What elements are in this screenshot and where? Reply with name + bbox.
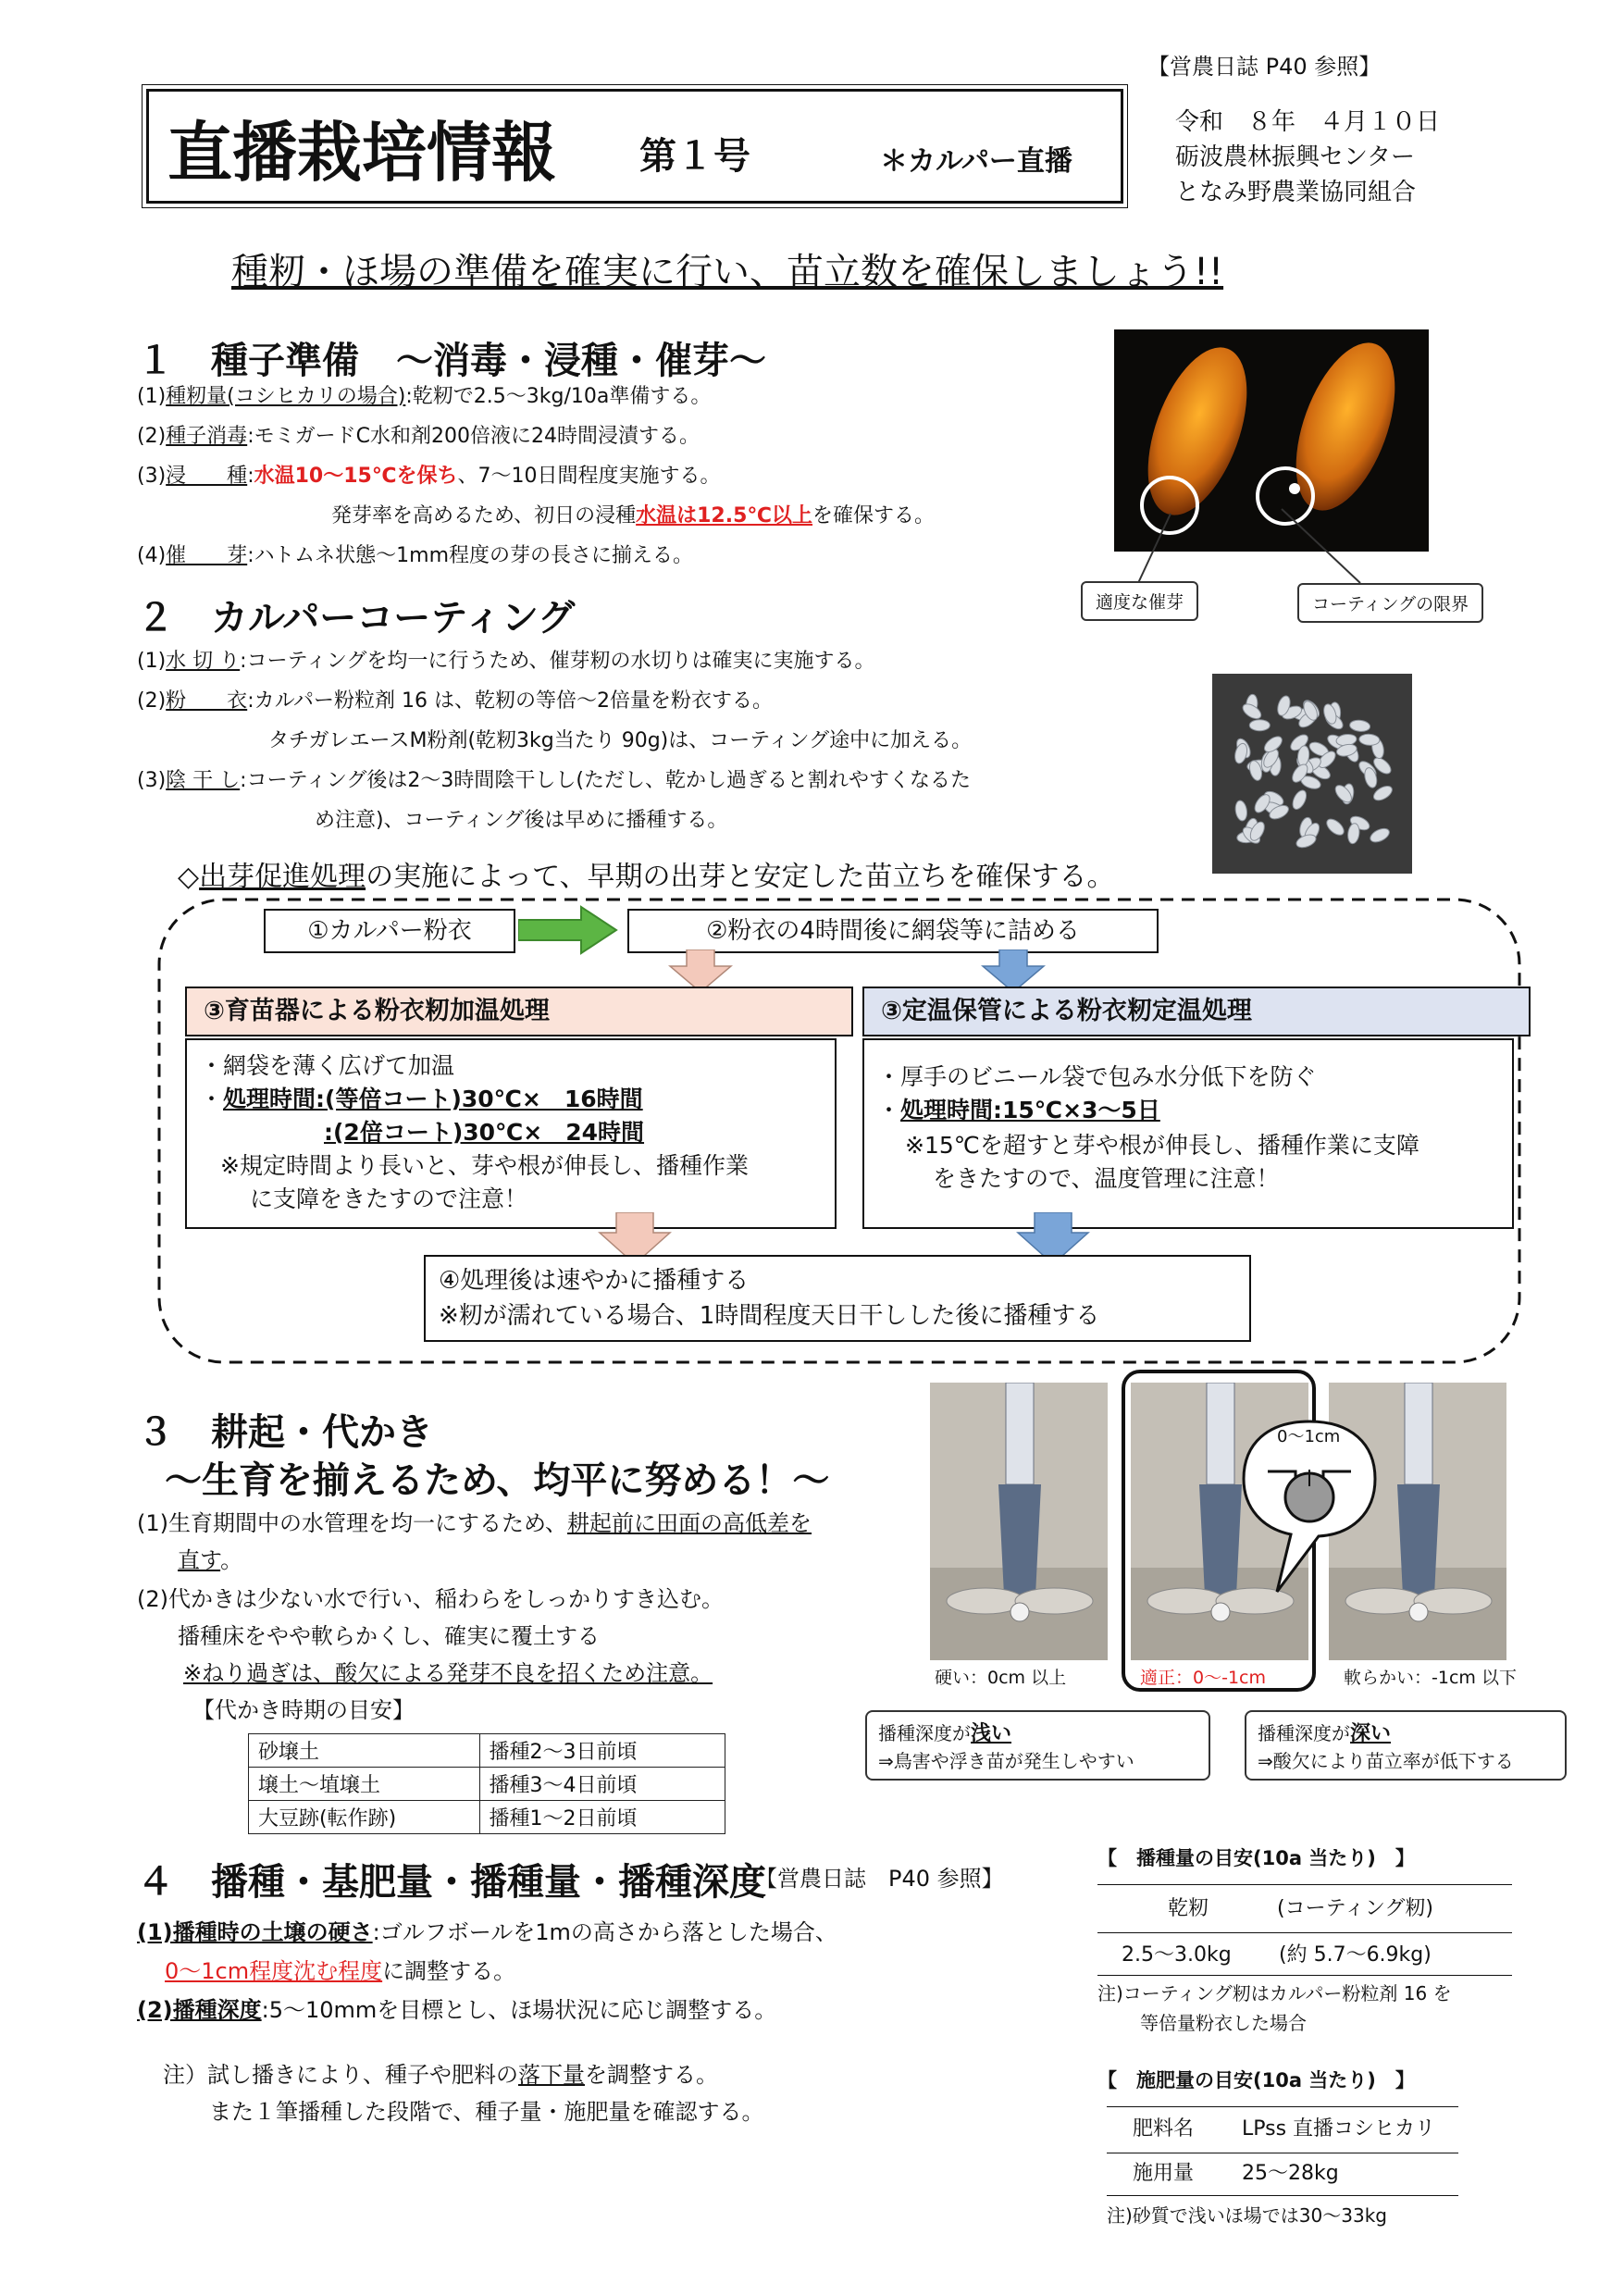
coated-seed [1249, 720, 1270, 731]
table-row [249, 1768, 725, 1801]
org-2: となみ野農業協同組合 [1175, 179, 1417, 206]
promotion-heading: ◇出芽促進処理の実施によって、早期の出芽と安定した苗立ちを確保する。 [178, 861, 1115, 893]
left-line-2: ・処理時間:(等倍コート)30℃× 16時間 [200, 1086, 643, 1112]
left-line-1: ・網袋を薄く広げて加温 [200, 1052, 455, 1079]
fert-rule-1 [1107, 2106, 1458, 2107]
seed-right [1276, 329, 1415, 523]
shallow-depth-callout: 播種深度が浅い ⇒鳥害や浮き苗が発生しやすい [865, 1710, 1210, 1781]
s4-note-1: 注）試し播きにより、種子や肥料の落下量を調整する。 [163, 2062, 718, 2088]
fert-title: 【 施肥量の目安(10a 当たり) 】 [1097, 2069, 1415, 2091]
coated-seed [1346, 823, 1360, 844]
soil-cell: 砂壌土 [249, 1734, 480, 1768]
timing-cell: 播種3～4日前頃 [479, 1768, 725, 1801]
coated-seed [1234, 800, 1248, 822]
section-3-subtitle: ～生育を揃えるため、均平に努める！～ [165, 1459, 830, 1502]
s2-item-3: (3)陰 干 し:コーティング後は2～3時間陰干しし(ただし、乾かし過ぎると割れやすくなるた [137, 769, 971, 792]
s1-item-1: (1)種籾量(コシヒカリの場合):乾籾で2.5～3kg/10a準備する。 [137, 385, 712, 408]
flow-step-4 [424, 1255, 1251, 1342]
left-line-3: :(2倍コート)30℃× 24時間 [324, 1119, 645, 1146]
seed-rate-col-2: (コーティング籾) [1277, 1897, 1433, 1920]
coated-seed [1369, 825, 1392, 844]
s2-item-1: (1)水 切 り:コーティングを均一に行うため、催芽籾の水切りは確実に実施する。 [137, 650, 875, 673]
depth-bubble-label: 0～1cm [1277, 1427, 1341, 1446]
left-line-4: ※規定時間より長いと、芽や根が伸長し、播種作業 [220, 1152, 749, 1179]
flow-step-2: ②粉衣の4時間後に網袋等に詰める [627, 909, 1159, 953]
timing-cell: 播種2～3日前頃 [479, 1734, 725, 1768]
label-proper-germination: 適度な催芽 [1081, 581, 1198, 621]
timing-cell: 播種1～2日前頃 [479, 1801, 725, 1834]
seed-rate-value-2: (約 5.7～6.9kg) [1279, 1943, 1432, 1967]
depth-gauge-part [1397, 1484, 1440, 1595]
coated-seed [1349, 719, 1370, 732]
s4-note-2: また１筆播種した段階で、種子量・施肥量を確認する。 [209, 2099, 764, 2125]
fert-amount-value: 25～28kg [1242, 2162, 1339, 2185]
green-arrow-icon [518, 905, 620, 955]
fert-name-label: 肥料名 [1133, 2117, 1195, 2141]
left-process-title: ③育苗器による粉衣籾加温処理 [185, 987, 853, 1036]
issue-date: 令和 ８年 ４月１０日 [1175, 108, 1441, 136]
seed-rate-note-2: 等倍量粉衣した場合 [1140, 2012, 1307, 2034]
seed-rate-rule-3 [1097, 1975, 1512, 1976]
issue-number: 第１号 [639, 135, 750, 178]
caption-soft: 軟らかい：-1cm 以下 [1344, 1668, 1517, 1688]
caption-proper: 適正：0～-1cm [1140, 1668, 1266, 1688]
s1-item-4: (4)催 芽:ハトムネ状態～1mm程度の芽の長さに揃える。 [137, 544, 694, 567]
left-process-box [185, 1038, 837, 1229]
seed-rate-col-1: 乾籾 [1168, 1897, 1209, 1920]
s1-item-3-note: 発芽率を高めるため、初日の浸種水温は12.5℃以上を確保する。 [331, 504, 936, 527]
s2-item-3-cont: め注意)、コーティング後は早めに播種する。 [315, 809, 728, 832]
seed-rate-rule-1 [1097, 1884, 1512, 1885]
coated-seed [1358, 734, 1380, 747]
depth-photo-hard-svg [930, 1383, 1108, 1660]
depth-gauge-part [1409, 1603, 1428, 1621]
coated-seed [1324, 816, 1346, 838]
table-row [249, 1801, 725, 1834]
s2-item-2-note: タチガレエースM粉剤(乾籾3kg当たり 90g)は、コーティング途中に加える。 [268, 729, 973, 752]
fert-name-value: LPss 直播コシヒカリ [1242, 2117, 1436, 2141]
section-4-reference: 【営農日誌 P40 参照】 [755, 1866, 1004, 1892]
left-line-5: に支障をきたすので注意！ [250, 1185, 528, 1212]
depth-gauge-part [1207, 1383, 1234, 1484]
page-title: 直播栽培情報 [167, 115, 556, 191]
s3-item-1-cont: 直す。 [178, 1547, 243, 1573]
sprout-tip [1289, 483, 1300, 494]
coated-seed [1290, 788, 1308, 812]
depth-gauge-part [1006, 1383, 1034, 1484]
step4-line-1: ④処理後は速やかに播種する [439, 1267, 750, 1295]
coated-seed-photo [1212, 674, 1412, 874]
s4-item-1-cont: 0～1cm程度沈む程度に調整する。 [165, 1958, 516, 1984]
label-coating-limit: コーティングの限界 [1297, 583, 1483, 623]
title-frame [146, 89, 1123, 204]
seed-rate-title: 【 播種量の目安(10a 当たり) 】 [1097, 1847, 1415, 1869]
seed-rate-rule-2 [1097, 1932, 1512, 1933]
depth-gauge-part [1010, 1603, 1029, 1621]
section-1-title: １ 種子準備 ～消毒・浸種・催芽～ [137, 340, 766, 382]
s4-item-2: (2)播種深度:5～10mmを目標とし、ほ場状況に応じ調整する。 [137, 1997, 777, 2023]
depth-gauge-part [1405, 1383, 1432, 1484]
s2-item-2: (2)粉 衣:カルパー粉粒剤 16 は、乾籾の等倍～2倍量を粉衣する。 [137, 689, 774, 713]
deep-depth-callout: 播種深度が深い ⇒酸欠により苗立率が低下する [1245, 1710, 1567, 1781]
depth-gauge-part [998, 1484, 1041, 1595]
s4-item-1: (1)播種時の土壌の硬さ:ゴルフボールを1mの高さから落とした場合、 [137, 1919, 837, 1945]
caption-hard: 硬い：0cm 以上 [935, 1668, 1067, 1688]
flow-step-1: ①カルパー粉衣 [264, 909, 515, 953]
seed-rate-value-1: 2.5～3.0kg [1122, 1943, 1232, 1967]
right-line-2: ・処理時間:15℃×3～5日 [877, 1097, 1160, 1123]
soil-cell: 大豆跡(転作跡) [249, 1801, 480, 1834]
section-2-title: ２ カルパーコーティング [137, 597, 576, 639]
s3-item-2-cont: 播種床をやや軟らかくし、確実に覆土する [178, 1623, 600, 1649]
s3-item-2: (2)代かきは少ない水で行い、稲わらをしっかりすき込む。 [137, 1586, 724, 1612]
step4-line-2: ※籾が濡れている場合、1時間程度天日干しした後に播種する [439, 1302, 1100, 1330]
right-line-1: ・厚手のビニール袋で包み水分低下を防ぐ [877, 1063, 1317, 1090]
puddling-table-title: 【代かき時期の目安】 [192, 1697, 415, 1723]
depth-gauge-part [1199, 1484, 1242, 1595]
method-label: ＊カルパー直播 [880, 145, 1072, 178]
seed-rate-note-1: 注)コーティング籾はカルパー粉粒剤 16 を [1097, 1982, 1452, 2004]
fert-amount-label: 施用量 [1133, 2162, 1195, 2185]
header-reference: 【営農日誌 P40 参照】 [1147, 54, 1382, 80]
fert-rule-3 [1107, 2195, 1458, 2196]
s3-item-1: (1)生育期間中の水管理を均一にするため、耕起前に田面の高低差を [137, 1510, 812, 1536]
right-line-4: をきたすので、温度管理に注意！ [933, 1165, 1280, 1192]
soil-cell: 壌土～埴壌土 [249, 1768, 480, 1801]
coated-seed-svg [1212, 674, 1412, 874]
right-process-box [862, 1038, 1514, 1229]
right-process-title: ③定温保管による粉衣籾定温処理 [862, 987, 1531, 1036]
slogan: 種籾・ほ場の準備を確実に行い、苗立数を確保しましょう!! [231, 251, 1224, 293]
depth-gauge-part [1211, 1603, 1230, 1621]
section-4-title: ４ 播種・基肥量・播種量・播種深度 [137, 1861, 766, 1904]
table-row [249, 1734, 725, 1768]
org-1: 砺波農林振興センター [1175, 143, 1415, 171]
right-line-3: ※15℃を超すと芽や根が伸長し、播種作業に支障 [905, 1132, 1419, 1159]
s1-item-2: (2)種子消毒:モミガードC水和剤200倍液に24時間浸漬する。 [137, 425, 700, 448]
fert-note: 注)砂質で浅いほ場では30～33kg [1107, 2204, 1387, 2227]
puddling-timing-table [248, 1733, 725, 1834]
section-3-title: ３ 耕起・代かき [137, 1411, 433, 1454]
s1-item-3: (3)浸 種:水温10～15℃を保ち、7～10日間程度実施する。 [137, 465, 721, 488]
depth-photo-hard [930, 1383, 1108, 1660]
s3-item-2-note: ※ねり過ぎは、酸欠による発芽不良を招くため注意。 [183, 1660, 713, 1686]
